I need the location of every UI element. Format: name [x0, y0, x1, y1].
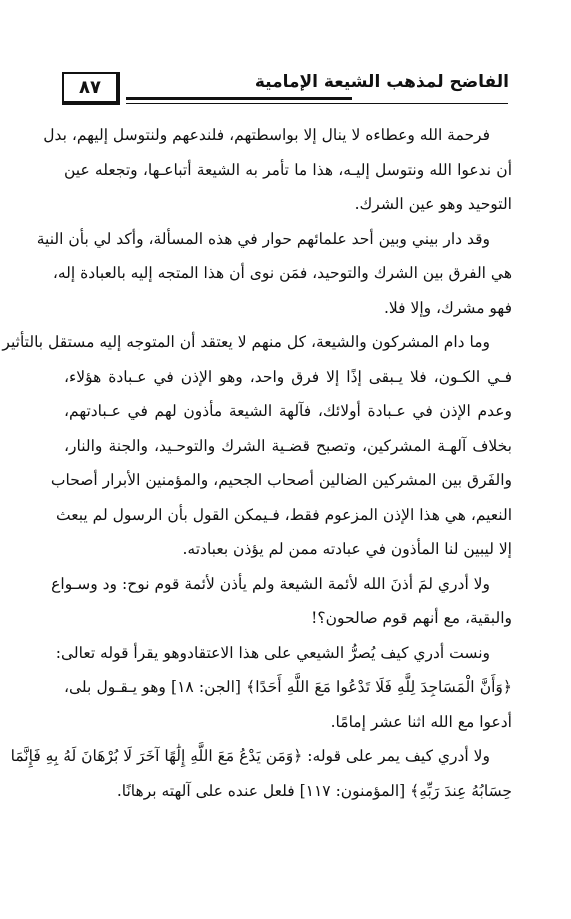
text-line: النعيم، هي هذا الإذن المزعوم فقط، فـيمكن القول بأن الرسول لم يبعث	[56, 505, 512, 524]
text-line: والفَرق بين المشركين الضالين أصحاب الجحيم، والمؤمنين الأبرار أصحاب	[50, 471, 512, 489]
text-line: وقد دار بيني وبين أحد علمائهم حوار في هذه المسألة، وأكد لي بأن النية	[36, 229, 490, 248]
header-rule-thin	[126, 103, 508, 104]
text-line: حِسَابُهُ عِندَ رَبِّهِ﴾ [المؤمنون: ١١٧] فلعل عنده على آلهته برهانًا.	[116, 781, 512, 800]
running-title: الفاضح لمذهب الشيعة الإمامية	[254, 72, 509, 92]
text-line: ونست أدري كيف يُصرُّ الشيعي على هذا الاعتقادوهو يقرأ قوله تعالى:	[55, 643, 490, 662]
paragraph	[51, 567, 512, 636]
text-line: أدعوا مع الله اثنا عشر إمامًا.	[330, 712, 512, 731]
text-line: فرحمة الله وعطاءه لا ينال إلا بواسطتهم، فلندعهم ولنتوسل إليهم، بدل	[43, 126, 490, 144]
text-line: التوحيد وهو عين الشرك.	[354, 195, 512, 213]
text-line: أن ندعوا الله ونتوسل إليـه، هذا ما تأمر به الشيعة أتباعـها، وتجعله عين	[64, 160, 512, 179]
paragraph	[43, 118, 512, 222]
paragraph	[2, 325, 512, 567]
quran-verse-line: ﴿وَأَنَّ الْمَسَاجِدَ لِلَّهِ فَلَا تَدْعُوا مَعَ اللَّهِ أَحَدًا﴾ [الجن: ١٨] وهو يـقـول بلى،	[64, 678, 512, 696]
text-line: ولا أدري لمَ أذنَ الله لأئمة الشيعة ولم يأذن لأئمة قوم نوح: ود وسـواع	[51, 574, 490, 593]
paragraph	[10, 739, 512, 808]
text-line: فهو مشرك، وإلا فلا.	[383, 298, 512, 317]
paragraph	[36, 222, 512, 326]
paragraph	[55, 636, 512, 740]
body-text	[2, 118, 512, 808]
text-line: فـي الكـون، فلا يـبقى إذًا إلا فرق واحد، وهو الإذن في عـبادة هؤلاء،	[64, 367, 512, 386]
text-line: هي الفرق بين الشرك والتوحيد، فمَن نوى أن هذا المتجه إليه بالعبادة إله،	[52, 264, 512, 282]
text-line: وما دام المشركون والشيعة، كل منهم لا يعتقد أن المتوجه إليه مستقل بالتأثير	[2, 333, 490, 351]
page-number: ٨٧	[62, 72, 120, 105]
quran-verse-line: ولا أدري كيف يمر على قوله: ﴿وَمَن يَدْعُ مَعَ اللَّهِ إِلَٰهًا آخَرَ لَا بُرْهَانَ لَهُ بِهِ فَإِنَّمَا	[10, 747, 490, 765]
text-line: إلا ليبين لنا المأذون في عبادته ممن لم يؤذن بعبادته.	[182, 540, 512, 558]
text-line: والبقية، مع أنهم قوم صالحون؟!	[311, 609, 512, 627]
header-rule-thick	[126, 97, 352, 100]
text-line: وعدم الإذن في عـبادة أولائك، فآلهة الشيعة مأذون لهم في عـبادتهم،	[64, 402, 512, 420]
text-line: بخلاف آلهـة المشركين، وتصبح قضـية الشرك والتوحـيد، والجنة والنار،	[64, 436, 512, 455]
